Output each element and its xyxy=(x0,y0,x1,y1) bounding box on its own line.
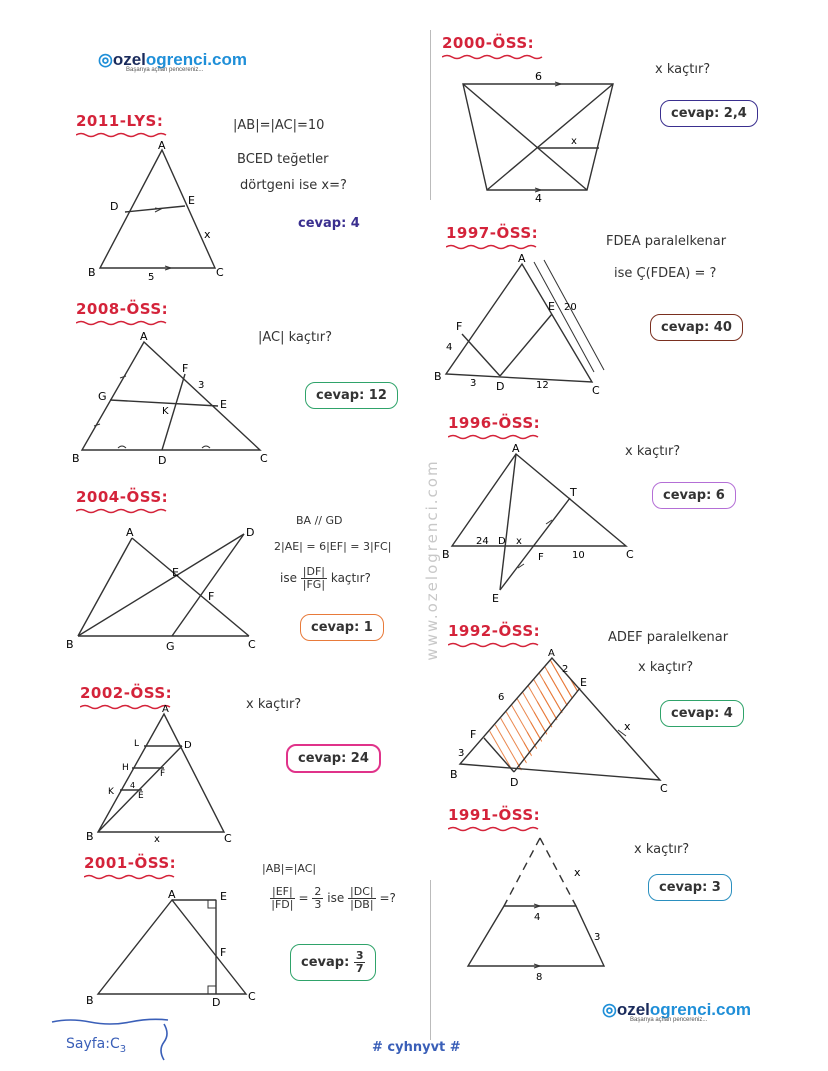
figure-1992 xyxy=(448,644,668,794)
answer-1996: cevap: 6 xyxy=(652,482,736,509)
problem-text-line: ise $\frac{|DF|}{|FG|}$ kaçtır? xyxy=(280,565,371,591)
svg-text:4: 4 xyxy=(446,342,453,353)
svg-text:H: H xyxy=(122,763,129,773)
svg-text:24: 24 xyxy=(476,536,489,547)
svg-text:x: x xyxy=(516,536,522,547)
svg-text:x: x xyxy=(574,866,581,879)
svg-text:F: F xyxy=(220,946,227,959)
svg-text:20: 20 xyxy=(564,302,577,313)
svg-text:A: A xyxy=(168,888,176,901)
problem-text-line: FDEA paralelkenar xyxy=(606,234,727,249)
svg-text:3: 3 xyxy=(594,932,601,943)
svg-text:C: C xyxy=(626,548,634,561)
svg-text:B: B xyxy=(86,994,94,1006)
problem-title-2008: 2008-ÖSS: xyxy=(76,300,169,318)
svg-text:F: F xyxy=(182,362,189,375)
svg-text:B: B xyxy=(72,452,80,465)
svg-text:4: 4 xyxy=(130,781,136,790)
svg-text:3: 3 xyxy=(470,378,477,389)
problem-text-line: $\frac{|EF|}{|FD|}$ = $\frac{2}{3}$ ise $\frac{|DC|}{|DB|}$ =? xyxy=(271,885,396,911)
svg-text:C: C xyxy=(248,990,256,1003)
svg-text:B: B xyxy=(442,548,450,561)
svg-text:B: B xyxy=(66,638,74,651)
svg-text:6: 6 xyxy=(498,692,505,703)
svg-text:A: A xyxy=(158,140,166,152)
problem-title-2002: 2002-ÖSS: xyxy=(80,684,173,702)
answer-2001: cevap: $\frac{3}{7}$ xyxy=(290,944,376,981)
svg-text:A: A xyxy=(518,252,526,265)
figure-1991 xyxy=(460,832,620,982)
hashtag: # cyhnyvt # xyxy=(372,1040,461,1055)
svg-text:A: A xyxy=(548,648,555,659)
svg-text:E: E xyxy=(188,194,195,207)
svg-text:3: 3 xyxy=(198,380,205,391)
svg-text:C: C xyxy=(216,266,224,279)
answer-2000: cevap: 2,4 xyxy=(660,100,758,127)
figure-2004 xyxy=(64,524,274,654)
problem-text-line: x kaçtır? xyxy=(246,697,302,712)
svg-text:G: G xyxy=(98,390,107,403)
problem-title-1992: 1992-ÖSS: xyxy=(448,622,541,640)
svg-text:B: B xyxy=(434,370,442,383)
svg-text:x: x xyxy=(204,228,211,241)
svg-text:G: G xyxy=(166,640,175,653)
answer-1991: cevap: 3 xyxy=(648,874,732,901)
svg-text:F: F xyxy=(470,728,477,741)
figure-2001 xyxy=(84,886,264,1006)
figure-1996 xyxy=(440,440,640,610)
svg-text:A: A xyxy=(162,704,169,715)
problem-title-2011: 2011-LYS: xyxy=(76,112,164,130)
svg-text:E: E xyxy=(220,398,227,411)
answer-1992: cevap: 4 xyxy=(660,700,744,727)
problem-text-line: dörtgeni ise x=? xyxy=(240,178,347,193)
logo-top: ◎ozelogrenci.com Başarıya açılan pencereniz... xyxy=(98,50,247,73)
svg-text:F: F xyxy=(208,590,215,603)
problem-text-line: 2|AE| = 6|EF| = 3|FC| xyxy=(274,540,392,553)
svg-text:8: 8 xyxy=(536,972,543,982)
svg-text:D: D xyxy=(212,996,221,1006)
svg-text:F: F xyxy=(160,769,166,779)
problem-text-line: x kaçtır? xyxy=(655,62,711,77)
svg-text:x: x xyxy=(624,720,631,733)
title-underline xyxy=(76,508,171,514)
problem-text-line: x kaçtır? xyxy=(625,444,681,459)
logo-bottom: ◎ozelogrenci.com Başarıya açılan pencereniz... xyxy=(602,1000,751,1023)
answer-2008: cevap: 12 xyxy=(305,382,398,409)
svg-text:B: B xyxy=(450,768,458,781)
svg-text:A: A xyxy=(126,526,134,539)
svg-text:x: x xyxy=(154,834,160,845)
title-underline xyxy=(76,320,171,326)
figure-2000 xyxy=(455,70,625,205)
answer-2002: cevap: 24 xyxy=(286,744,381,773)
svg-text:F: F xyxy=(538,552,544,563)
title-underline xyxy=(84,874,179,880)
svg-text:4: 4 xyxy=(535,192,542,205)
problem-text-line: x kaçtır? xyxy=(634,842,690,857)
figure-1997 xyxy=(432,250,622,400)
svg-text:10: 10 xyxy=(572,550,585,561)
svg-text:C: C xyxy=(224,832,232,845)
svg-text:D: D xyxy=(498,536,506,547)
problem-title-2000: 2000-ÖSS: xyxy=(442,34,535,52)
svg-text:E: E xyxy=(548,300,555,313)
column-divider xyxy=(430,880,431,1040)
problem-text-line: BCED teğetler xyxy=(237,152,329,167)
svg-text:K: K xyxy=(162,406,169,417)
problem-title-1991: 1991-ÖSS: xyxy=(448,806,541,824)
svg-text:A: A xyxy=(512,442,520,455)
svg-text:D: D xyxy=(110,200,119,213)
figure-2008 xyxy=(70,330,280,470)
svg-text:E: E xyxy=(580,676,587,689)
svg-text:3: 3 xyxy=(458,748,465,759)
svg-text:D: D xyxy=(184,740,192,751)
figure-2002 xyxy=(84,700,244,850)
problem-title-2001: 2001-ÖSS: xyxy=(84,854,177,872)
svg-text:T: T xyxy=(570,486,577,499)
column-divider xyxy=(430,30,431,200)
problem-title-2004: 2004-ÖSS: xyxy=(76,488,169,506)
svg-text:2: 2 xyxy=(562,664,569,675)
svg-text:x: x xyxy=(571,136,577,147)
problem-text-line: x kaçtır? xyxy=(638,660,694,675)
title-underline xyxy=(442,54,552,60)
problem-text-line: |AB|=|AC|=10 xyxy=(233,118,325,133)
svg-text:C: C xyxy=(592,384,600,397)
svg-text:B: B xyxy=(86,830,94,843)
svg-text:C: C xyxy=(248,638,256,651)
svg-text:E: E xyxy=(138,791,144,801)
page-label: $Sayfa:C_3$ xyxy=(66,1036,127,1055)
svg-text:E: E xyxy=(172,566,179,579)
svg-text:6: 6 xyxy=(535,70,542,83)
svg-text:E: E xyxy=(492,592,499,605)
problem-text-line: |AB|=|AC| xyxy=(262,862,317,875)
svg-text:A: A xyxy=(140,330,148,343)
problem-text-line: ise Ç(FDEA) = ? xyxy=(614,266,717,281)
svg-text:F: F xyxy=(456,320,463,333)
problem-title-1997: 1997-ÖSS: xyxy=(446,224,539,242)
svg-text:5: 5 xyxy=(148,272,155,280)
problem-text-line: |AC| kaçtır? xyxy=(258,330,333,345)
problem-text-line: ADEF paralelkenar xyxy=(608,630,729,645)
problem-text-line: BA // GD xyxy=(296,514,343,527)
svg-text:L: L xyxy=(134,739,140,749)
watermark: www.ozelogrenci.com xyxy=(423,459,441,661)
svg-text:E: E xyxy=(220,890,227,903)
svg-text:D: D xyxy=(496,380,505,393)
svg-text:C: C xyxy=(260,452,268,465)
svg-text:12: 12 xyxy=(536,380,549,391)
svg-text:K: K xyxy=(108,787,114,797)
answer-1997: cevap: 40 xyxy=(650,314,743,341)
svg-text:D: D xyxy=(510,776,519,789)
svg-text:B: B xyxy=(88,266,96,279)
svg-text:D: D xyxy=(158,454,167,467)
problem-title-1996: 1996-ÖSS: xyxy=(448,414,541,432)
answer-2004: cevap: 1 xyxy=(300,614,384,641)
title-underline xyxy=(76,132,171,138)
answer-2011: cevap: 4 xyxy=(298,216,360,231)
svg-text:D: D xyxy=(246,526,255,539)
svg-text:4: 4 xyxy=(534,912,541,923)
svg-text:C: C xyxy=(660,782,668,794)
figure-2011 xyxy=(80,140,230,280)
